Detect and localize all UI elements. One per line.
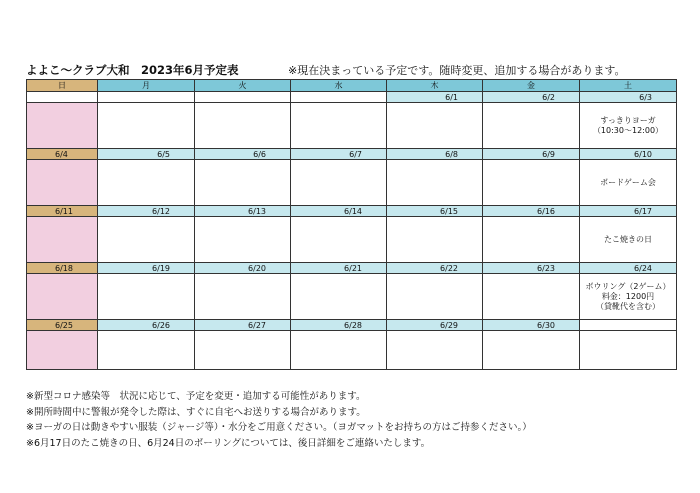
event-cell [387, 103, 483, 149]
week-1-event-row [27, 103, 677, 149]
event-cell [291, 274, 387, 320]
date-cell: 6/13 [195, 206, 291, 217]
weekday-header-row [27, 80, 677, 92]
event-cell [291, 217, 387, 263]
weekday-sun: 日 [27, 80, 98, 92]
event-cell [580, 331, 677, 370]
date-cell [291, 92, 387, 103]
weekday-tue: 火 [195, 80, 291, 92]
date-cell: 6/11 [27, 206, 98, 217]
date-cell: 6/15 [387, 206, 483, 217]
event-cell [195, 103, 291, 149]
date-cell: 6/26 [98, 320, 195, 331]
schedule-notice: ※現在決まっている予定です。随時変更、追加する場合があります。 [288, 64, 626, 77]
title-row [26, 62, 676, 78]
date-cell [27, 92, 98, 103]
week-3-event-row [27, 217, 677, 263]
event-cell [291, 160, 387, 206]
date-cell: 6/28 [291, 320, 387, 331]
date-cell: 6/19 [98, 263, 195, 274]
week-2-date-row [27, 149, 677, 160]
date-cell: 6/16 [483, 206, 580, 217]
event-cell [387, 217, 483, 263]
event-cell [387, 160, 483, 206]
event-cell [483, 217, 580, 263]
event-cell [27, 103, 98, 149]
date-cell: 6/6 [195, 149, 291, 160]
event-cell [27, 217, 98, 263]
event-text: ボードゲーム会 [600, 177, 656, 187]
date-cell: 6/20 [195, 263, 291, 274]
event-cell-takoyaki [580, 217, 677, 263]
date-cell: 6/22 [387, 263, 483, 274]
event-cell [195, 217, 291, 263]
date-cell: 6/2 [483, 92, 580, 103]
event-cell [98, 274, 195, 320]
date-cell: 6/24 [580, 263, 677, 274]
event-cell [483, 274, 580, 320]
date-cell: 6/7 [291, 149, 387, 160]
event-cell [387, 331, 483, 370]
event-cell [27, 160, 98, 206]
event-cell [483, 160, 580, 206]
week-2-event-row [27, 160, 677, 206]
event-cell-boardgame [580, 160, 677, 206]
week-4-date-row [27, 263, 677, 274]
week-5-event-row [27, 331, 677, 370]
date-cell: 6/1 [387, 92, 483, 103]
note-line: ※開所時間中に警報が発令した際は、すぐに自宅へお送りする場合があります。 [26, 406, 366, 418]
event-cell [291, 331, 387, 370]
week-4-event-row [27, 274, 677, 320]
calendar-table [26, 79, 677, 370]
event-cell-bowling [580, 274, 677, 320]
event-cell [387, 274, 483, 320]
date-cell: 6/3 [580, 92, 677, 103]
event-cell [27, 331, 98, 370]
date-cell: 6/18 [27, 263, 98, 274]
weekday-sat: 土 [580, 80, 677, 92]
event-cell [98, 217, 195, 263]
date-cell: 6/25 [27, 320, 98, 331]
event-cell [483, 103, 580, 149]
note-line: ※ヨーガの日は動きやすい服装（ジャージ等）・水分をご用意ください。（ヨガマットをお持ちの方はご持参ください。） [26, 422, 532, 433]
event-cell [98, 103, 195, 149]
note-line: ※新型コロナ感染等 状況に応じて、予定を変更・追加する可能性があります。 [26, 391, 366, 402]
event-cell [483, 331, 580, 370]
date-cell [98, 92, 195, 103]
event-cell [291, 103, 387, 149]
event-cell [195, 331, 291, 370]
date-cell: 6/29 [387, 320, 483, 331]
event-cell [98, 331, 195, 370]
event-text: ボウリング（2ゲーム） 料金：1200円 （貸靴代を含む） [585, 281, 671, 311]
event-text: たこ焼きの日 [604, 234, 652, 244]
date-cell: 6/23 [483, 263, 580, 274]
date-cell: 6/9 [483, 149, 580, 160]
date-cell: 6/27 [195, 320, 291, 331]
weekday-fri: 金 [483, 80, 580, 92]
date-cell [195, 92, 291, 103]
event-cell [195, 160, 291, 206]
event-cell [195, 274, 291, 320]
event-cell-yoga [580, 103, 677, 149]
date-cell [580, 320, 677, 331]
event-text: すっきりヨーガ （10:30～12:00） [592, 115, 664, 135]
weekday-wed: 水 [291, 80, 387, 92]
note-line: ※6月17日のたこ焼きの日、6月24日のボーリングについては、後日詳細をご連絡いたします。 [26, 437, 431, 449]
date-cell: 6/10 [580, 149, 677, 160]
page-title: よよこ～クラブ大和 2023年6月予定表 [26, 63, 239, 77]
week-1-date-row [27, 92, 677, 103]
date-cell: 6/21 [291, 263, 387, 274]
weekday-thu: 木 [387, 80, 483, 92]
weekday-mon: 月 [98, 80, 195, 92]
notes-section [26, 389, 532, 451]
week-3-date-row [27, 206, 677, 217]
date-cell: 6/8 [387, 149, 483, 160]
date-cell: 6/30 [483, 320, 580, 331]
date-cell: 6/17 [580, 206, 677, 217]
date-cell: 6/4 [27, 149, 98, 160]
event-cell [27, 274, 98, 320]
date-cell: 6/14 [291, 206, 387, 217]
week-5-date-row [27, 320, 677, 331]
date-cell: 6/12 [98, 206, 195, 217]
date-cell: 6/5 [98, 149, 195, 160]
event-cell [98, 160, 195, 206]
